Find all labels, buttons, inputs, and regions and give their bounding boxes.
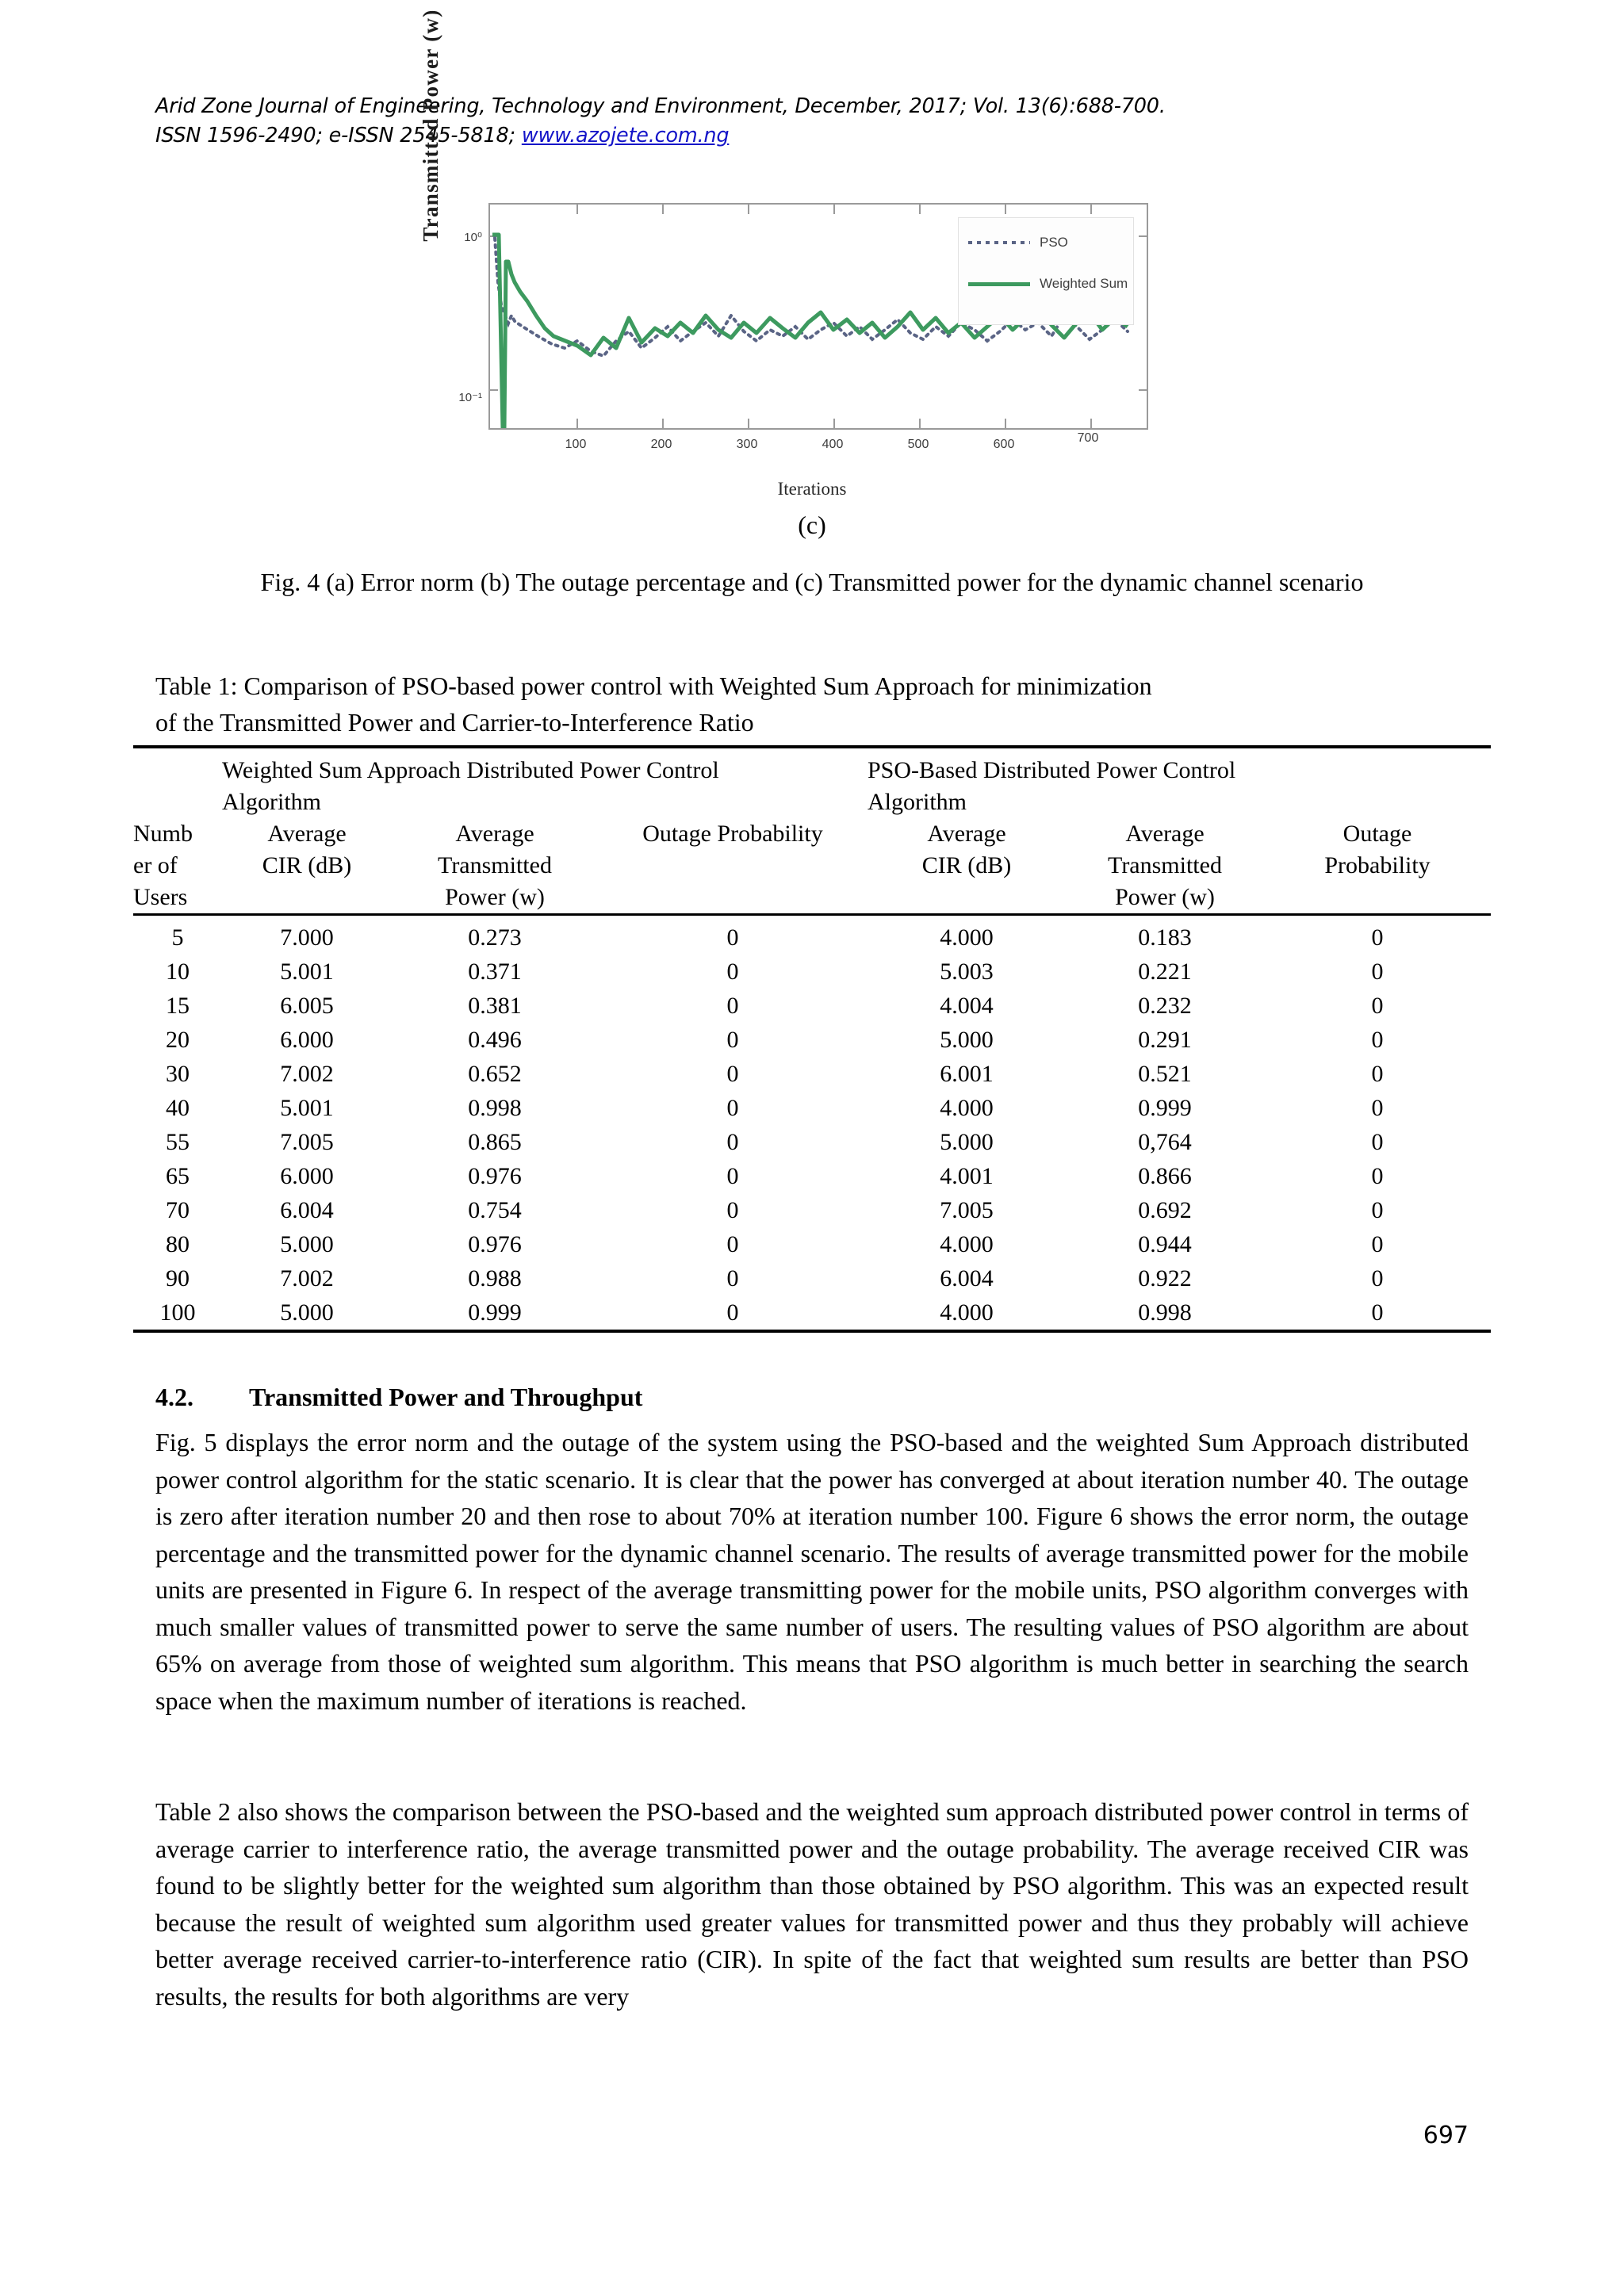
table-cell-2: 0.976 (468, 1163, 522, 1189)
chart-x-tick-500: 500 (907, 438, 929, 451)
chart-x-tick-200: 200 (650, 438, 672, 451)
table-cell-5: 0,764 (1138, 1129, 1192, 1155)
col-header-ws-outage-l1: Outage Probability (642, 821, 823, 847)
section-title: Transmitted Power and Throughput (249, 1383, 643, 1411)
table-row (133, 1125, 1491, 1159)
col-header-users-l1: Numb (133, 821, 193, 847)
table-cell-6: 0 (1371, 924, 1384, 951)
table-row (133, 1057, 1491, 1091)
table-cell-5: 0.999 (1138, 1095, 1192, 1121)
table-cell-0: 5 (171, 924, 184, 951)
col-header-pso-outage-l2: Probability (1324, 852, 1431, 878)
table-row (133, 1261, 1491, 1295)
col-header-pso-power-l3: Power (w) (1115, 884, 1215, 910)
col-header-users-l2: er of (133, 852, 178, 878)
table-row (133, 920, 1491, 955)
table-row (133, 989, 1491, 1023)
table-cell-3: 0 (726, 1265, 739, 1292)
paragraph-2: Table 2 also shows the comparison between the PSO-based and the weighted sum approach distributed power control in terms of average carrier to interference ratio, the average transmitted power and the outage probability. The average received CIR was found to be slightly better for the weighted sum algorithm than those obtained by PSO algorithm. This was an expected result because the result of weighted sum algorithm used greater values for transmitted power and thus they probably will achieve better average received carrier-to-interference ratio (CIR). In spite of the fact that weighted sum results are better than PSO results, the results for both algorithms are very (155, 1797, 1469, 2011)
table-cell-4: 7.005 (940, 1197, 994, 1223)
table-cell-5: 0.183 (1138, 924, 1192, 951)
chart-x-tick-100: 100 (565, 438, 587, 451)
table-cell-1: 6.004 (280, 1197, 334, 1223)
running-head (155, 92, 1488, 151)
table-cell-4: 5.000 (940, 1129, 994, 1155)
table-cell-4: 6.004 (940, 1265, 994, 1292)
figure-caption: Fig. 4 (a) Error norm (b) The outage percentage and (c) Transmitted power for the dynamic channel scenario (260, 568, 1364, 596)
table-cell-2: 0.652 (468, 1061, 522, 1087)
table-row (133, 1023, 1491, 1057)
table-cell-6: 0 (1371, 959, 1384, 985)
table-cell-4: 4.000 (940, 1095, 994, 1121)
table-cell-0: 20 (166, 1027, 190, 1053)
table-cell-3: 0 (726, 1027, 739, 1053)
col-header-pso-outage-l3 (1264, 882, 1491, 915)
group-header-weighted-sum: Weighted Sum Approach Distributed Power Control (222, 757, 719, 783)
table-row (133, 1227, 1491, 1261)
running-head-line1: Arid Zone Journal of Engineering, Technology and Environment, December, 2017; Vol. 13(6):688-700. (155, 94, 1166, 118)
col-header-ws-outage-l2 (598, 850, 868, 882)
table-cell-5: 0.998 (1138, 1299, 1192, 1326)
table-cell-1: 6.000 (280, 1027, 334, 1053)
table-cell-4: 4.000 (940, 924, 994, 951)
table-cell-4: 4.000 (940, 1231, 994, 1257)
table-row (133, 955, 1491, 989)
group-header-pso-line2: Algorithm (868, 789, 967, 815)
col-header-pso-outage-l1: Outage (1342, 821, 1412, 847)
group-header-weighted-sum-line2: Algorithm (222, 789, 321, 815)
table-cell-5: 0.866 (1138, 1163, 1192, 1189)
table-title-line2: of the Transmitted Power and Carrier-to-Interference Ratio (155, 708, 754, 737)
comparison-table (133, 745, 1491, 1339)
table-cell-2: 0.273 (468, 924, 522, 951)
table-cell-1: 7.000 (280, 924, 334, 951)
col-header-pso-cir-l2: CIR (dB) (921, 852, 1012, 878)
table-cell-2: 0.988 (468, 1265, 522, 1292)
table-bottom-rule (133, 1331, 1491, 1339)
col-header-ws-power-l2: Transmitted (438, 852, 552, 878)
table-cell-3: 0 (726, 1197, 739, 1223)
table-row (133, 1193, 1491, 1227)
table-cell-6: 0 (1371, 1299, 1384, 1326)
table-cell-3: 0 (726, 1163, 739, 1189)
table-group-header-row-1 (133, 755, 1491, 786)
chart-y-axis-label: Transmitted Power (w) (419, 9, 442, 242)
chart-legend (958, 217, 1134, 325)
table-cell-5: 0.221 (1138, 959, 1192, 985)
table-cell-2: 0.381 (468, 993, 522, 1019)
table-cell-0: 80 (166, 1231, 190, 1257)
table-group-header-row-2 (133, 786, 1491, 818)
table-cell-0: 55 (166, 1129, 190, 1155)
table-cell-5: 0.521 (1138, 1061, 1192, 1087)
table-cell-2: 0.998 (468, 1095, 522, 1121)
table-cell-3: 0 (726, 959, 739, 985)
chart-x-tick-700: 700 (1077, 431, 1099, 445)
table-row (133, 1091, 1491, 1125)
col-header-pso-power-l2: Transmitted (1108, 852, 1222, 878)
table-cell-5: 0.232 (1138, 993, 1192, 1019)
table-cell-6: 0 (1371, 1129, 1384, 1155)
table-body (133, 920, 1491, 1331)
table-row (133, 1295, 1491, 1331)
table-cell-4: 6.001 (940, 1061, 994, 1087)
table-cell-4: 4.004 (940, 993, 994, 1019)
table-cell-1: 7.002 (280, 1061, 334, 1087)
table-cell-4: 4.001 (940, 1163, 994, 1189)
table-cell-5: 0.922 (1138, 1265, 1192, 1292)
table-cell-5: 0.692 (1138, 1197, 1192, 1223)
table-cell-0: 90 (166, 1265, 190, 1292)
table-cell-2: 0.371 (468, 959, 522, 985)
table-cell-6: 0 (1371, 1231, 1384, 1257)
subfigure-label: (c) (798, 511, 826, 539)
chart-x-tick-600: 600 (993, 438, 1015, 451)
col-header-ws-cir-l2: CIR (dB) (262, 852, 352, 878)
dotted-line-swatch-icon (968, 241, 1030, 244)
table-cell-2: 0.865 (468, 1129, 522, 1155)
table-cell-0: 30 (166, 1061, 190, 1087)
table-cell-1: 7.002 (280, 1265, 334, 1292)
chart-x-axis-label: Iterations (777, 479, 847, 499)
journal-website-link[interactable]: www.azojete.com.ng (521, 124, 730, 147)
col-header-pso-cir-l3 (868, 882, 1066, 915)
table-cell-4: 5.000 (940, 1027, 994, 1053)
table-cell-2: 0.999 (468, 1299, 522, 1326)
table-cell-4: 5.003 (940, 959, 994, 985)
legend-item-weighted-sum (968, 274, 1128, 294)
table-cell-6: 0 (1371, 1027, 1384, 1053)
table-cell-6: 0 (1371, 993, 1384, 1019)
chart-x-tick-400: 400 (822, 438, 844, 451)
table-cell-4: 4.000 (940, 1299, 994, 1326)
table-cell-1: 6.000 (280, 1163, 334, 1189)
table-cell-3: 0 (726, 993, 739, 1019)
col-header-ws-cir-l3 (222, 882, 392, 915)
group-header-spacer-2 (133, 786, 222, 818)
table-cell-5: 0.291 (1138, 1027, 1192, 1053)
table-cell-0: 10 (166, 959, 190, 985)
col-header-ws-outage-l3 (598, 882, 868, 915)
table-top-rule (133, 747, 1491, 755)
table-cell-0: 70 (166, 1197, 190, 1223)
table-cell-1: 5.001 (280, 1095, 334, 1121)
table-cell-2: 0.976 (468, 1231, 522, 1257)
group-header-spacer (133, 755, 222, 786)
group-header-pso: PSO-Based Distributed Power Control (868, 757, 1236, 783)
table-cell-1: 5.000 (280, 1299, 334, 1326)
table-cell-3: 0 (726, 1129, 739, 1155)
table-cell-3: 0 (726, 924, 739, 951)
table-cell-3: 0 (726, 1061, 739, 1087)
paragraph-1: Fig. 5 displays the error norm and the outage of the system using the PSO-based and the weighted Sum Approach distributed power control algorithm for the static scenario. It is clear that the power has converged at about iteration number 40. The outage is zero after iteration number 20 and then rose to about 70% at iteration number 100. Figure 6 shows the error norm, the outage percentage and the transmitted power for the dynamic channel scenario. The results of average transmitted power for the mobile units are presented in Figure 6. In respect of the average transmitting power for the mobile units, PSO algorithm converges with much smaller values of transmitted power to serve the same number of users. The resulting values of PSO algorithm are about 65% on average from those of weighted sum algorithm. This means that PSO algorithm is much better in searching the search space when the maximum number of iterations is reached. (155, 1428, 1469, 1715)
table-cell-2: 0.754 (468, 1197, 522, 1223)
table-cell-1: 5.000 (280, 1231, 334, 1257)
chart-y-tick-1: 10⁰ (464, 231, 482, 244)
page-number: 697 (1423, 2122, 1469, 2149)
table-cell-1: 7.005 (280, 1129, 334, 1155)
table-column-header-line2 (133, 850, 1491, 882)
col-header-pso-power-l1: Average (1125, 821, 1205, 847)
table-column-header-line3 (133, 882, 1491, 915)
table-cell-3: 0 (726, 1231, 739, 1257)
section-number: 4.2. (155, 1383, 193, 1411)
table-cell-0: 65 (166, 1163, 190, 1189)
running-head-line2 (155, 121, 1488, 151)
table-cell-6: 0 (1371, 1265, 1384, 1292)
col-header-pso-cir-l1: Average (927, 821, 1006, 847)
table-cell-0: 15 (166, 993, 190, 1019)
table-cell-1: 5.001 (280, 959, 334, 985)
legend-item-pso (968, 232, 1068, 253)
legend-label-weighted-sum: Weighted Sum (1040, 276, 1128, 291)
table-cell-3: 0 (726, 1299, 739, 1326)
table-cell-6: 0 (1371, 1061, 1384, 1087)
table-cell-0: 40 (166, 1095, 190, 1121)
table-title (155, 668, 1488, 740)
col-header-ws-cir-l1: Average (267, 821, 347, 847)
table-cell-5: 0.944 (1138, 1231, 1192, 1257)
col-header-ws-power-l1: Average (455, 821, 534, 847)
table-row (133, 1159, 1491, 1193)
table-cell-6: 0 (1371, 1197, 1384, 1223)
issn-text: ISSN 1596-2490; e-ISSN 2545-5818; (155, 124, 522, 147)
chart-x-tick-300: 300 (736, 438, 758, 451)
table-title-line1: Table 1: Comparison of PSO-based power control with Weighted Sum Approach for minimization (155, 672, 1152, 700)
section-heading (155, 1383, 642, 1412)
table-cell-6: 0 (1371, 1095, 1384, 1121)
table-cell-2: 0.496 (468, 1027, 522, 1053)
legend-label-pso: PSO (1040, 235, 1068, 250)
table-header-rule (133, 915, 1491, 921)
chart-y-tick-2: 10⁻¹ (458, 391, 482, 404)
table-cell-1: 6.005 (280, 993, 334, 1019)
table-column-header-line1 (133, 818, 1491, 850)
table-cell-6: 0 (1371, 1163, 1384, 1189)
col-header-ws-power-l3: Power (w) (445, 884, 545, 910)
solid-line-swatch-icon (968, 282, 1030, 286)
table-cell-3: 0 (726, 1095, 739, 1121)
table-cell-0: 100 (159, 1299, 196, 1326)
chart-plot-area (488, 203, 1148, 430)
col-header-users-l3: Users (133, 884, 188, 910)
